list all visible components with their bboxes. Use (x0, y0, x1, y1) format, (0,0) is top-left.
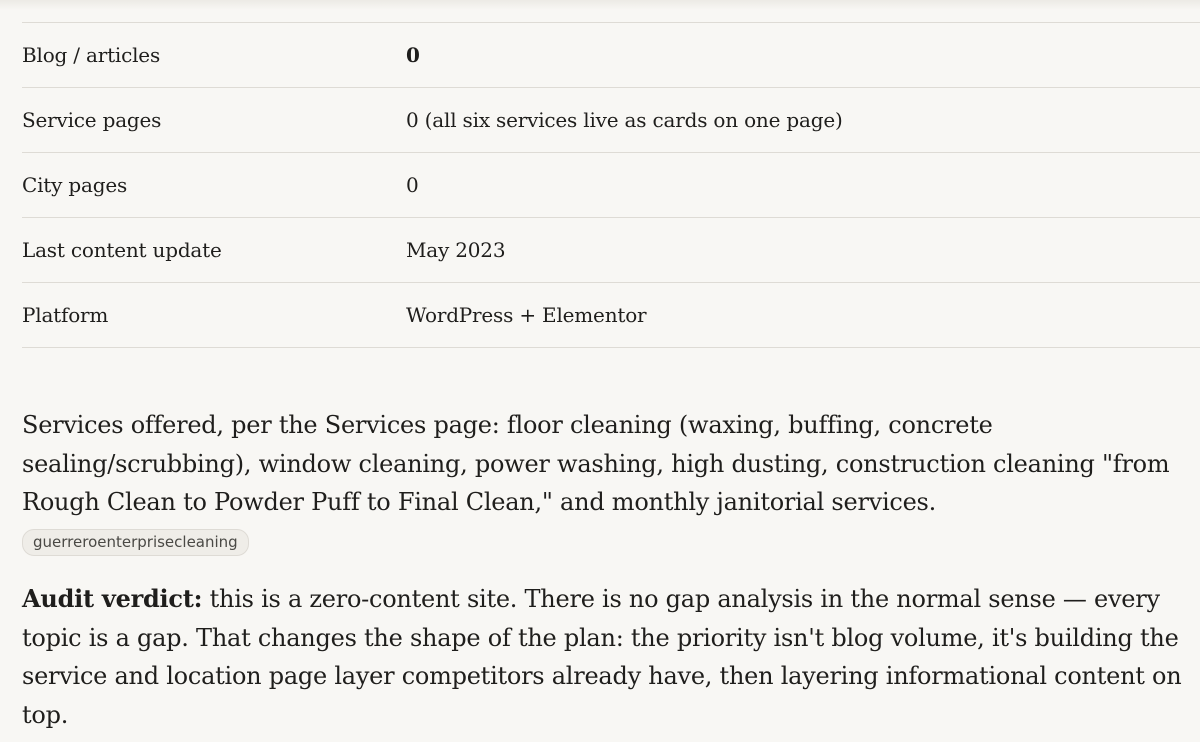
row-label: Platform (22, 303, 109, 327)
row-label: Service pages (22, 108, 162, 132)
table-row (22, 283, 1200, 348)
table-row (22, 88, 1200, 153)
row-label: Blog / articles (22, 43, 161, 67)
row-value: May 2023 (406, 238, 506, 262)
scroll-fade (0, 0, 1200, 10)
verdict-text: this is a zero-content site. There is no gap analysis in the normal sense — every topic is a gap. That changes the shape of the plan: the priority isn't blog volume, it's building the service and location page layer competitors already have, then layering informational content on top. (22, 585, 1182, 729)
row-label: City pages (22, 173, 128, 197)
row-value: 0 (406, 173, 419, 197)
table-row (22, 23, 1200, 88)
audit-verdict-paragraph (22, 580, 1182, 734)
source-citation (22, 529, 249, 556)
row-value: 0 (406, 43, 420, 67)
site-stats-table (22, 22, 1200, 348)
source-chip[interactable]: guerreroenterprisecleaning (22, 529, 249, 556)
table-row (22, 153, 1200, 218)
services-paragraph: Services offered, per the Services page: floor cleaning (waxing, buffing, concrete sealing/scrubbing), window cleaning, power washing, high dusting, construction cleaning "from Rough Clean to Powder Puff to Final Clean," and monthly janitorial services. (22, 411, 1170, 516)
row-value: WordPress + Elementor (406, 303, 647, 327)
row-value: 0 (all six services live as cards on one page) (406, 108, 843, 132)
row-label: Last content update (22, 238, 222, 262)
table-row (22, 218, 1200, 283)
verdict-label: Audit verdict: (22, 584, 203, 613)
